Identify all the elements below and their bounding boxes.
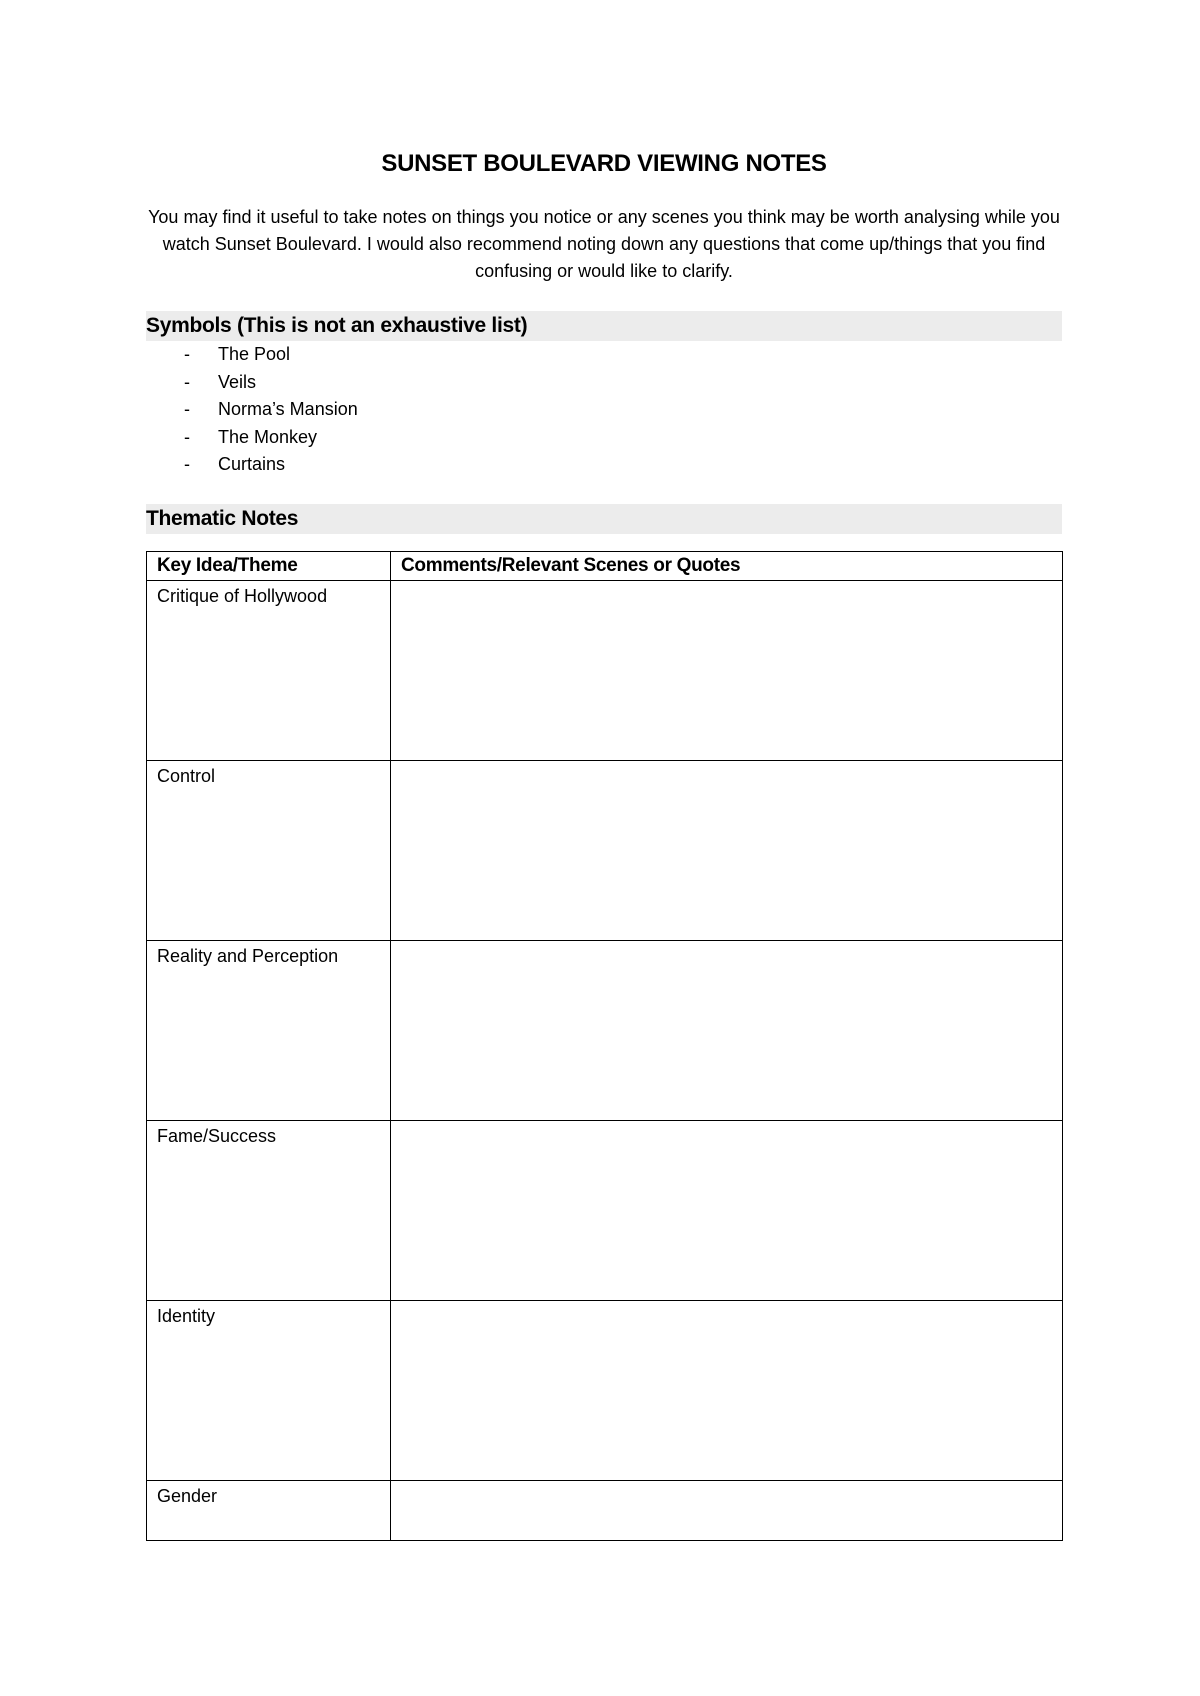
symbol-label: Curtains bbox=[218, 454, 286, 474]
column-header-comments: Comments/Relevant Scenes or Quotes bbox=[391, 552, 1063, 581]
table-row bbox=[147, 761, 1063, 941]
comments-cell[interactable] bbox=[391, 1301, 1063, 1481]
symbol-label: The Pool bbox=[218, 344, 291, 364]
table-header-row bbox=[147, 552, 1063, 581]
theme-cell: Critique of Hollywood bbox=[147, 581, 391, 761]
comments-cell[interactable] bbox=[391, 581, 1063, 761]
theme-cell: Control bbox=[147, 761, 391, 941]
table-row bbox=[147, 1481, 1063, 1541]
symbol-label: Veils bbox=[218, 371, 257, 392]
list-item bbox=[146, 424, 1062, 452]
table-row bbox=[147, 1301, 1063, 1481]
bullet-dash: - bbox=[184, 344, 190, 364]
comments-cell[interactable] bbox=[391, 761, 1063, 941]
bullet-dash: - bbox=[184, 371, 190, 392]
thematic-notes-heading: Thematic Notes bbox=[146, 504, 1062, 534]
comments-cell[interactable] bbox=[391, 941, 1063, 1121]
bullet-dash: - bbox=[184, 426, 190, 447]
document-title: SUNSET BOULEVARD VIEWING NOTES bbox=[381, 150, 827, 177]
comments-cell[interactable] bbox=[391, 1121, 1063, 1301]
list-item bbox=[146, 396, 1062, 424]
table-row bbox=[147, 941, 1063, 1121]
table-row bbox=[147, 1121, 1063, 1301]
list-item bbox=[146, 341, 1062, 369]
comments-cell[interactable] bbox=[391, 1481, 1063, 1541]
intro-paragraph: You may find it useful to take notes on things you notice or any scenes you think may be worth analysing while you watch Sunset Boulevard. I would also recommend noting down any questions that come up/things that you find confusing or would like to clarify. bbox=[148, 207, 1060, 281]
symbol-label: Norma’s Mansion bbox=[218, 399, 358, 419]
thematic-notes-table bbox=[146, 551, 1063, 1541]
theme-cell: Fame/Success bbox=[147, 1121, 391, 1301]
bullet-dash: - bbox=[184, 454, 190, 474]
symbol-label: The Monkey bbox=[218, 426, 318, 447]
theme-cell: Gender bbox=[147, 1481, 391, 1541]
table-row bbox=[147, 581, 1063, 761]
symbols-heading: Symbols (This is not an exhaustive list) bbox=[146, 311, 1062, 341]
theme-cell: Reality and Perception bbox=[147, 941, 391, 1121]
symbols-list bbox=[146, 341, 1062, 479]
theme-cell: Identity bbox=[147, 1301, 391, 1481]
column-header-theme: Key Idea/Theme bbox=[147, 552, 391, 581]
list-item bbox=[146, 369, 1062, 397]
list-item bbox=[146, 451, 1062, 479]
bullet-dash: - bbox=[184, 399, 190, 419]
